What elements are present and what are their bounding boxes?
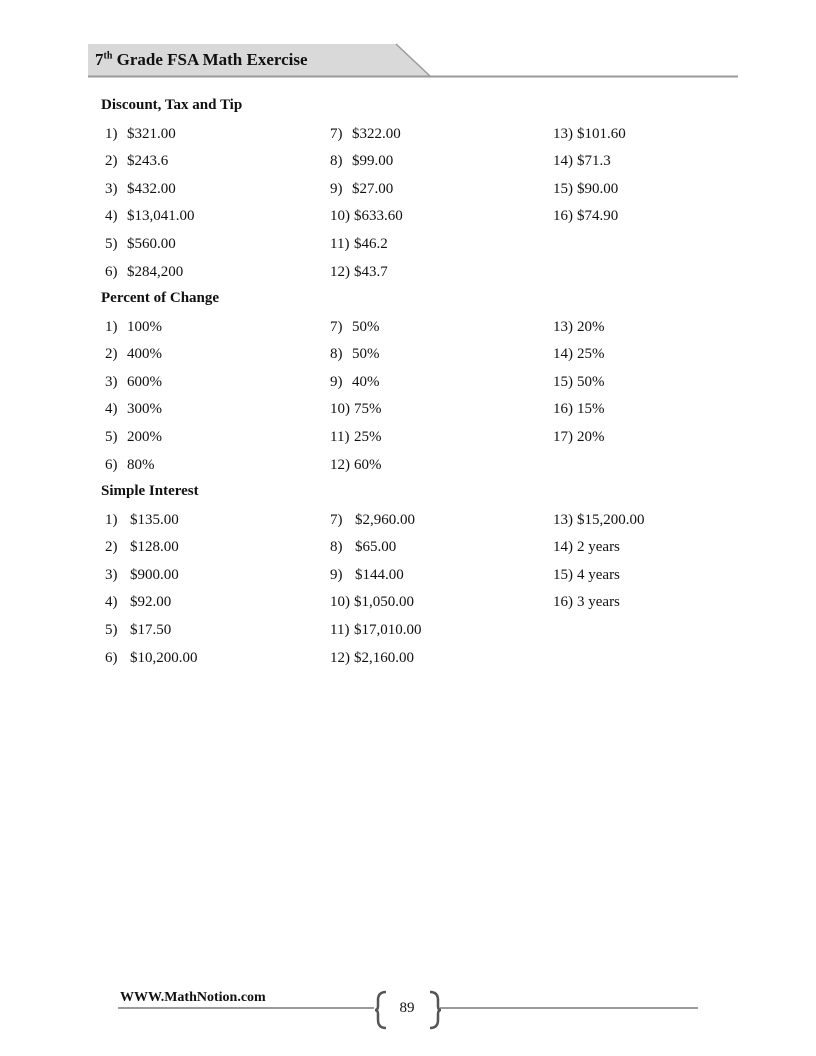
answer-item — [330, 318, 380, 336]
answer-item — [553, 566, 620, 584]
answer-value: 50% — [577, 373, 605, 390]
answer-number: 7) — [330, 511, 343, 528]
answer-number: 3) — [105, 373, 118, 390]
answer-item — [330, 152, 393, 170]
answer-item — [330, 345, 380, 363]
answer-number: 16) — [553, 401, 573, 418]
answer-item — [553, 593, 620, 611]
answer-number: 13) — [553, 318, 573, 335]
answer-value: 40% — [352, 373, 380, 390]
answer-value: $2,160.00 — [354, 649, 414, 666]
answer-item — [553, 428, 605, 446]
answer-number: 15) — [553, 180, 573, 197]
answer-value: 600% — [127, 373, 162, 390]
answer-item — [330, 180, 393, 198]
answer-value: $17,010.00 — [354, 621, 422, 638]
answer-number: 15) — [553, 566, 573, 583]
answer-value: $71.3 — [577, 153, 611, 170]
answer-item — [330, 207, 403, 225]
answer-value: $99.00 — [352, 153, 394, 170]
answer-item — [330, 511, 415, 529]
answer-value: $144.00 — [355, 566, 404, 583]
answer-item — [105, 621, 171, 639]
answer-number: 12) — [330, 456, 350, 473]
answer-value: $135.00 — [130, 511, 179, 528]
answer-value: $2,960.00 — [355, 511, 415, 528]
answer-item — [105, 428, 162, 446]
answer-number: 2) — [105, 153, 118, 170]
footer-divider-left — [118, 1007, 374, 1009]
answer-number: 1) — [105, 511, 118, 528]
answer-number: 12) — [330, 649, 350, 666]
answer-number: 14) — [553, 539, 573, 556]
answer-value: 100% — [127, 318, 162, 335]
answer-value: $1,050.00 — [354, 594, 414, 611]
answer-number: 14) — [553, 153, 573, 170]
answer-number: 6) — [105, 649, 118, 666]
answer-item — [105, 649, 198, 667]
answer-value: $92.00 — [130, 594, 172, 611]
answer-item — [330, 235, 388, 253]
answer-value: 25% — [354, 428, 382, 445]
answer-number: 4) — [105, 594, 118, 611]
answer-value: 50% — [352, 346, 380, 363]
answer-value: 25% — [577, 346, 605, 363]
section-title: Percent of Change — [101, 290, 220, 306]
answer-item — [105, 125, 176, 143]
answer-number: 5) — [105, 235, 118, 252]
answer-number: 12) — [330, 263, 350, 280]
answer-item — [553, 318, 605, 336]
answer-number: 5) — [105, 428, 118, 445]
answer-number: 16) — [553, 594, 573, 611]
answer-item — [105, 180, 176, 198]
answer-value: 20% — [577, 428, 605, 445]
answer-value: 3 years — [577, 594, 620, 611]
answer-value: $284,200 — [127, 263, 184, 280]
answer-item — [553, 345, 605, 363]
answer-number: 9) — [330, 373, 343, 390]
answer-item — [330, 125, 401, 143]
answer-item — [553, 538, 620, 556]
answer-value: 75% — [354, 401, 382, 418]
answer-value: $10,200.00 — [130, 649, 198, 666]
answer-value: $243.6 — [127, 153, 169, 170]
answer-item — [105, 235, 176, 253]
answer-value: $65.00 — [355, 539, 397, 556]
answer-number: 13) — [553, 125, 573, 142]
answer-item — [330, 566, 404, 584]
answer-number: 16) — [553, 208, 573, 225]
answer-value: $17.50 — [130, 621, 172, 638]
grade-suffix: th — [103, 50, 113, 62]
answer-item — [553, 125, 626, 143]
answer-value: $15,200.00 — [577, 511, 645, 528]
answer-item — [330, 538, 396, 556]
answer-value: $128.00 — [130, 539, 179, 556]
answer-number: 9) — [330, 180, 343, 197]
answer-value: 200% — [127, 428, 162, 445]
answer-number: 10) — [330, 594, 350, 611]
answer-item — [105, 207, 195, 225]
grade-number: 7 — [95, 50, 104, 69]
answer-value: $101.60 — [577, 125, 626, 142]
answer-item — [553, 207, 618, 225]
answer-value: 50% — [352, 318, 380, 335]
answer-item — [105, 152, 168, 170]
answer-item — [553, 400, 605, 418]
answer-item — [105, 538, 179, 556]
section-title: Simple Interest — [101, 483, 199, 499]
answer-item — [105, 373, 162, 391]
answer-number: 14) — [553, 346, 573, 363]
header-banner — [0, 0, 816, 90]
answer-item — [553, 180, 618, 198]
answer-value: $74.90 — [577, 208, 619, 225]
answer-number: 4) — [105, 401, 118, 418]
answer-item — [105, 593, 171, 611]
answer-value: $321.00 — [127, 125, 176, 142]
answer-item — [105, 511, 179, 529]
answer-number: 9) — [330, 566, 343, 583]
answer-value: 4 years — [577, 566, 620, 583]
answer-item — [105, 263, 183, 281]
answer-number: 3) — [105, 180, 118, 197]
answer-item — [105, 456, 155, 474]
answer-item — [553, 511, 645, 529]
answer-item — [105, 400, 162, 418]
answer-value: $46.2 — [354, 235, 388, 252]
answer-value: $322.00 — [352, 125, 401, 142]
answer-value: $13,041.00 — [127, 208, 195, 225]
answer-item — [553, 152, 611, 170]
answer-number: 7) — [330, 125, 343, 142]
answer-item — [330, 373, 380, 391]
answer-item — [330, 649, 414, 667]
answer-value: 80% — [127, 456, 155, 473]
answer-item — [105, 345, 162, 363]
answer-number: 11) — [330, 235, 350, 252]
answer-item — [330, 593, 414, 611]
answer-value: 60% — [354, 456, 382, 473]
answer-value: 20% — [577, 318, 605, 335]
answer-value: $43.7 — [354, 263, 388, 280]
title-text: Grade FSA Math Exercise — [112, 50, 308, 69]
footer-divider-right — [440, 1007, 698, 1009]
answer-number: 4) — [105, 208, 118, 225]
answer-item — [330, 621, 422, 639]
answer-number: 1) — [105, 318, 118, 335]
answer-value: $27.00 — [352, 180, 394, 197]
answer-value: $432.00 — [127, 180, 176, 197]
page-title — [95, 50, 308, 70]
answer-number: 2) — [105, 346, 118, 363]
answer-value: $560.00 — [127, 235, 176, 252]
answer-number: 6) — [105, 263, 118, 280]
section-title: Discount, Tax and Tip — [101, 97, 243, 113]
answer-value: 2 years — [577, 539, 620, 556]
answer-number: 17) — [553, 428, 573, 445]
footer-website: WWW.MathNotion.com — [120, 990, 266, 1005]
answer-value: 300% — [127, 401, 162, 418]
answer-number: 10) — [330, 401, 350, 418]
answer-item — [553, 373, 605, 391]
answer-number: 5) — [105, 621, 118, 638]
answer-value: 15% — [577, 401, 605, 418]
answer-item — [330, 263, 388, 281]
answer-item — [330, 456, 382, 474]
answer-number: 11) — [330, 428, 350, 445]
answer-item — [105, 566, 179, 584]
answer-number: 8) — [330, 153, 343, 170]
answer-number: 15) — [553, 373, 573, 390]
answer-number: 7) — [330, 318, 343, 335]
page-number: 89 — [399, 1000, 415, 1016]
answer-number: 10) — [330, 208, 350, 225]
answer-number: 1) — [105, 125, 118, 142]
answer-number: 8) — [330, 346, 343, 363]
answer-item — [105, 318, 162, 336]
answer-number: 11) — [330, 621, 350, 638]
answer-item — [330, 428, 382, 446]
answer-value: $900.00 — [130, 566, 179, 583]
answer-number: 2) — [105, 539, 118, 556]
answer-item — [330, 400, 382, 418]
answer-value: $633.60 — [354, 208, 403, 225]
answer-number: 8) — [330, 539, 343, 556]
answer-number: 6) — [105, 456, 118, 473]
answer-value: $90.00 — [577, 180, 619, 197]
answer-number: 13) — [553, 511, 573, 528]
answer-value: 400% — [127, 346, 162, 363]
page-header — [0, 0, 816, 90]
answer-number: 3) — [105, 566, 118, 583]
